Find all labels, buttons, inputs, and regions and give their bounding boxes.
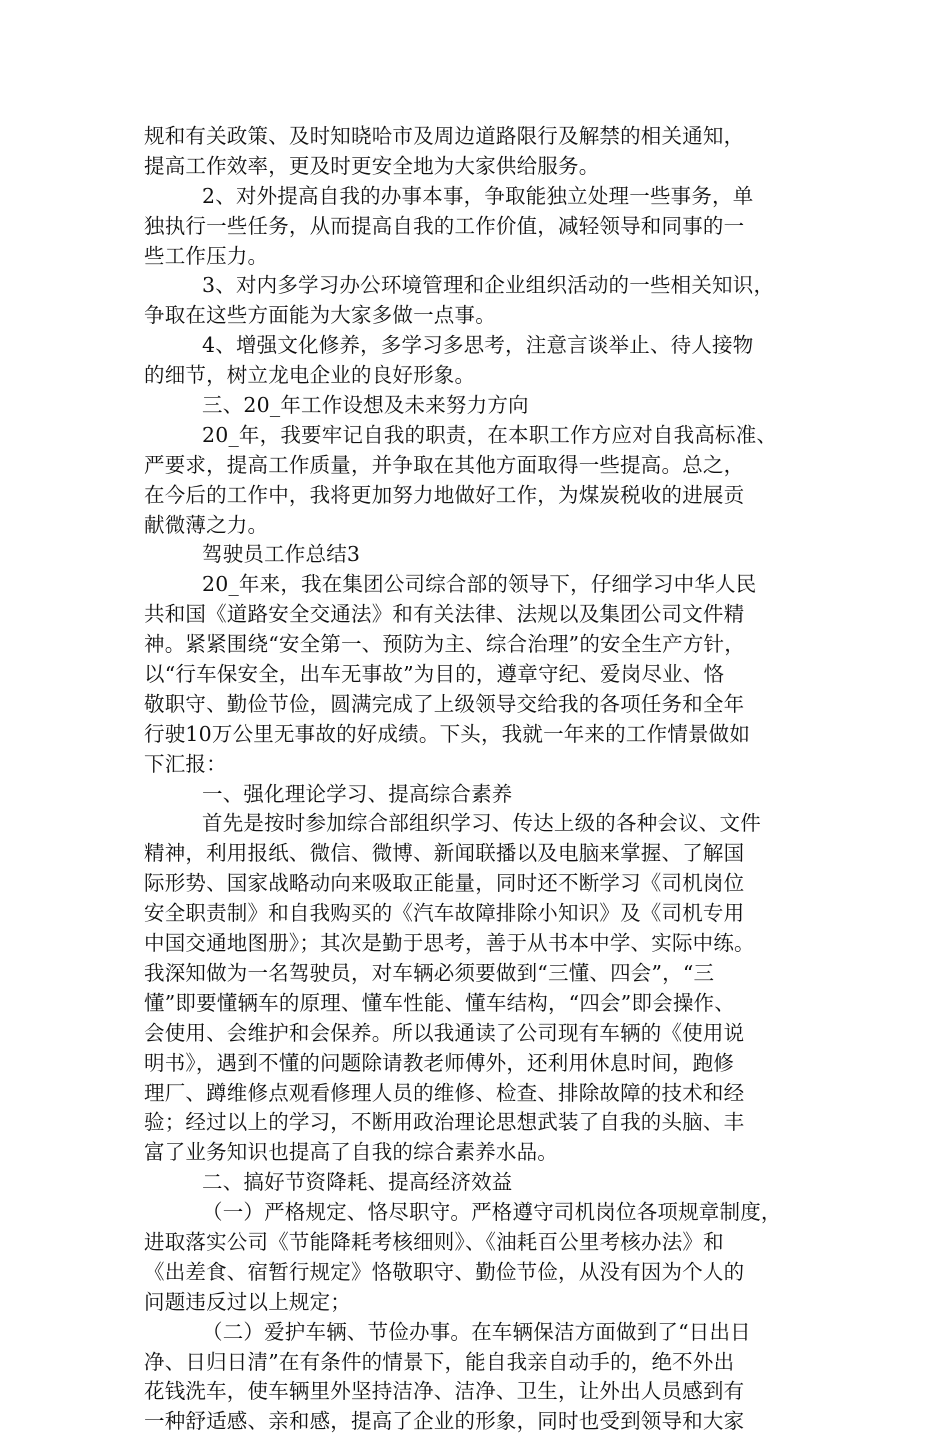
text-line: 2、对外提高自我的办事本事，争取能独立处理一些事务，单 — [202, 183, 754, 208]
text-line: 严要求，提高工作质量，并争取在其他方面取得一些提高。总之， — [144, 452, 745, 477]
text-line: 20_年，我要牢记自我的职责，在本职工作方应对自我高标准、 — [202, 422, 778, 447]
text-line: 我深知做为一名驾驶员，对车辆必须要做到“三懂、四会”，“三 — [144, 960, 715, 985]
text-line: 的细节，树立龙电企业的良好形象。 — [144, 363, 476, 388]
text-line: 献微薄之力。 — [144, 512, 269, 537]
text-line: 验；经过以上的学习，不断用政治理论思想武装了自我的头脑、丰 — [144, 1110, 745, 1135]
text-line: 20_年来，我在集团公司综合部的领导下，仔细学习中华人民 — [202, 572, 757, 597]
text-line: 际形势、国家战略动向来吸取正能量，同时还不断学习《司机岗位 — [144, 871, 745, 896]
text-line: 些工作压力。 — [144, 243, 269, 268]
text-line: 会使用、会维护和会保养。所以我通读了公司现有车辆的《使用说 — [144, 1020, 745, 1045]
text-line: 明书》，遇到不懂的问题除请教老师傅外，还利用休息时间，跑修 — [144, 1050, 735, 1075]
text-line: 神。紧紧围绕“安全第一、预防为主、综合治理”的安全生产方针， — [144, 632, 745, 657]
text-line: 《出差食、宿暂行规定》恪敬职守、勤俭节俭，从没有因为个人的 — [144, 1259, 745, 1284]
text-line: 3、对内多学习办公环境管理和企业组织活动的一些相关知识， — [202, 273, 775, 298]
text-line: 敬职守、勤俭节俭，圆满完成了上级领导交给我的各项任务和全年 — [144, 691, 745, 716]
text-line: 二、搞好节资降耗、提高经济效益 — [202, 1170, 513, 1195]
text-line: 在今后的工作中，我将更加努力地做好工作，为煤炭税收的进展贡 — [144, 482, 745, 507]
text-line: 争取在这些方面能为大家多做一点事。 — [144, 303, 496, 328]
text-line: 以“行车保安全，出车无事故”为目的，遵章守纪、爱岗尽业、恪 — [144, 662, 725, 687]
text-line: 一、强化理论学习、提高综合素养 — [202, 781, 513, 806]
text-line: 规和有关政策、及时知晓哈市及周边道路限行及解禁的相关通知， — [144, 124, 745, 148]
text-line: 理厂、蹲维修点观看修理人员的维修、检查、排除故障的技术和经 — [144, 1080, 745, 1105]
text-line: 首先是按时参加综合部组织学习、传达上级的各种会议、文件 — [202, 811, 761, 836]
text-line: 一种舒适感、亲和感，提高了企业的形象，同时也受到领导和大家 — [144, 1409, 745, 1434]
text-line: 花钱洗车，使车辆里外坚持洁净、洁净、卫生，让外出人员感到有 — [144, 1379, 745, 1404]
text-line: 中国交通地图册》；其次是勤于思考，善于从书本中学、实际中练。 — [144, 931, 755, 956]
text-line: 进取落实公司《节能降耗考核细则》、《油耗百公里考核办法》和 — [144, 1229, 724, 1254]
text-line: 提高工作效率，更及时更安全地为大家供给服务。 — [144, 153, 600, 178]
text-line: （二）爱护车辆、节俭办事。在车辆保洁方面做到了“日出日 — [202, 1319, 751, 1344]
text-line: 三、20_年工作设想及未来努力方向 — [202, 393, 529, 418]
body-text — [144, 122, 824, 1437]
text-line: 独执行一些任务，从而提高自我的工作价值，减轻领导和同事的一 — [144, 213, 745, 238]
text-line: （一）严格规定、恪尽职守。严格遵守司机岗位各项规章制度， — [202, 1200, 782, 1225]
text-line: 下汇报： — [144, 751, 227, 776]
text-line: 净、日归日清”在有条件的情景下，能自我亲自动手的，绝不外出 — [144, 1349, 735, 1374]
text-line: 驾驶员工作总结3 — [202, 542, 361, 567]
text-line: 共和国《道路安全交通法》和有关法律、法规以及集团公司文件精 — [144, 602, 745, 627]
text-line: 富了业务知识也提高了自我的综合素养水品。 — [144, 1140, 558, 1165]
text-line: 精神，利用报纸、微信、微博、新闻联播以及电脑来掌握、了解国 — [144, 841, 745, 866]
text-line: 安全职责制》和自我购买的《汽车故障排除小知识》及《司机专用 — [144, 901, 745, 926]
text-line: 问题违反过以上规定； — [144, 1289, 351, 1314]
text-line: 4、增强文化修养，多学习多思考，注意言谈举止、待人接物 — [202, 333, 754, 358]
text-line: 懂”即要懂辆车的原理、懂车性能、懂车结构，“四会”即会操作、 — [144, 990, 735, 1015]
text-line: 行驶10万公里无事故的好成绩。下头，我就一年来的工作情景做如 — [144, 721, 751, 746]
